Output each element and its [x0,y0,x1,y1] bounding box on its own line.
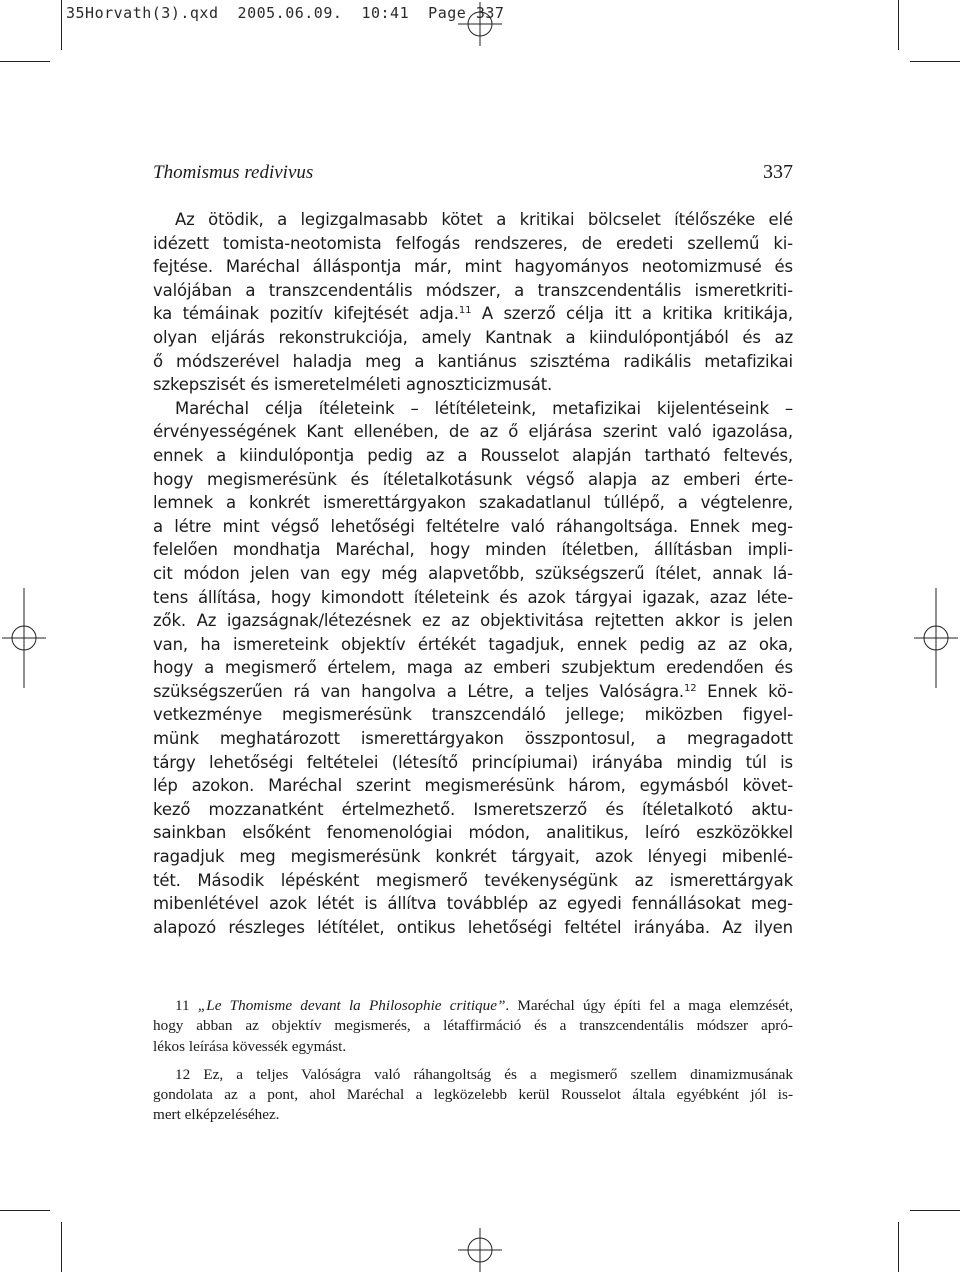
registration-mark-top [458,2,502,46]
footnote-ref-12[interactable]: 12 [684,682,697,694]
body-line: szkepszisét és ismeretelméleti agnoszticizmusát. [153,375,553,395]
crop-mark-bottom-left-horizontal [0,1210,50,1211]
crop-mark-bottom-left-vertical [61,1222,62,1272]
body-line: valójában a transzcendentális módszer, a transzcendentális ismeretkriti- [153,280,793,300]
body-text [153,208,793,939]
body-line-text: szükségszerűen rá van hangolva a Létre, a teljes Valóságra. [153,681,685,701]
body-line: ennek a kiindulópontja pedig az a Rousselot alapján tartható feltevés, [153,445,793,465]
body-line: felelően mondhatja Maréchal, hogy minden ítéletben, állításban impli- [153,540,793,560]
footnote-number: 12 [175,1065,191,1083]
body-line: mibenlétével azok létét is állítva továbblép az egyedi fennállásokat meg- [153,894,793,914]
file-slug: 35Horvath(3).qxd 2005.06.09. 10:41 Page 337 [66,4,505,22]
crop-mark-bottom-right-vertical [898,1222,899,1272]
crop-mark-top-right-vertical [898,0,899,50]
body-line [153,680,793,704]
body-line-text: Ennek kö- [696,681,793,701]
running-head [153,160,793,188]
footnote-cited-title: „Le Thomisme devant la Philosophie critique” [197,997,506,1014]
body-line: tens állítása, hogy kimondott ítéleteink és azok tárgyai igazak, azaz léte- [153,587,793,607]
body-line: van, ha ismereteink objektív értékét tagadjuk, ennek pedig az az oka, [153,634,793,654]
crop-mark-top-left-horizontal [0,61,50,62]
body-line: münk meghatározott ismerettárgyakon összpontosul, a megragadott [153,729,793,749]
body-line: Maréchal célja ítéleteink – létítéleteink, metafizikai kijelentéseink – [175,398,793,418]
body-line: zők. Az igazságnak/létezésnek ez az objektivitása rejtetten akkor is jelen [153,611,793,631]
footnote-line: gondolata az a pont, ahol Maréchal a legközelebb kerül Rousselot általa egyébként jól is- [153,1086,793,1104]
body-line-text: ka témáinak pozitív kifejtését adja. [153,304,459,324]
footnote-line-text: Ez, a teljes Valóságra való ráhangoltság és a megismerő szellem dinamizmusának [203,1065,793,1083]
body-line [153,302,793,326]
registration-mark-right [914,588,958,688]
body-line: hogy megismerésünk és ítéletalkotásunk végső alapja az emberi érte- [153,469,793,489]
footnote-ref-11[interactable]: 11 [458,305,472,317]
footnote-line [153,996,793,1016]
body-line: idézett tomista-neotomista felfogás rendszeres, de eredeti szellemű ki- [153,233,793,253]
footnote-number: 11 [175,997,190,1014]
body-line: lemnek a konkrét ismerettárgyakon szakadatlanul túllépő, a végtelenre, [153,493,793,513]
footnote-line: lékos leírása kövessék egymást. [153,1037,347,1055]
footnote-11 [153,996,793,1057]
body-line: érvényességének Kant ellenében, de az ő eljárása szerint való igazolása, [153,422,793,442]
body-line: olyan eljárás rekonstrukciója, amely Kantnak a kiindulópontjából és az [153,327,793,347]
registration-mark-bottom [458,1228,502,1272]
footnote-line [153,1065,793,1085]
crop-mark-bottom-right-horizontal [910,1210,960,1211]
body-line: ő módszerével haladja meg a kantiánus szisztéma radikális metafizikai [153,351,793,371]
footnote-12 [153,1065,793,1126]
body-line: a létre mint végső lehetőségi feltételre való ráhangoltsága. Ennek meg- [153,516,793,536]
body-line: lép azokon. Maréchal szerint megismerésünk három, egymásból követ- [153,776,793,796]
footnote-line-text: . Maréchal úgy építi fel a maga elemzését, [505,997,793,1014]
footnotes [153,996,793,1126]
body-line: Az ötödik, a legizgalmasabb kötet a kritikai bölcselet ítélőszéke elé [175,210,793,229]
crop-mark-top-right-horizontal [910,61,960,62]
body-line: tárgy lehetőségi feltételei (létesítő princípiumai) irányába mindig túl is [153,752,793,772]
running-head-title: Thomismus redivivus [153,162,314,183]
body-line: fejtése. Maréchal álláspontja már, mint hagyományos neotomizmusé és [153,257,793,277]
body-line: kező mozzanatként értelmezhető. Ismeretszerző és ítéletalkotó aktu- [153,799,793,819]
body-line-text: A szerző célja itt a kritika kritikája, [471,304,794,324]
crop-mark-top-left-vertical [61,0,62,50]
body-line: sainkban elsőként fenomenológiai módon, analitikus, leíró eszközökkel [153,823,793,843]
body-line: cit módon jelen van egy még alapvetőbb, szükségszerű ítélet, annak lá- [153,563,793,583]
footnote-line: mert elképzeléséhez. [153,1106,280,1124]
body-line: ragadjuk meg megismerésünk konkrét tárgyait, azok lényegi mibenlé- [153,847,793,867]
registration-mark-left [2,588,46,688]
footnote-line: hogy abban az objektív megismerés, a létaffirmáció és a transzcendentális módszer apró- [153,1017,793,1035]
page-number: 337 [763,161,793,183]
body-line: alapozó részleges létítélet, ontikus lehetőségi feltétel irányába. Az ilyen [153,917,793,937]
body-line: tét. Második lépésként megismerő tevékenységünk az ismerettárgyak [153,870,793,890]
body-line: hogy a megismerő értelem, maga az emberi szubjektum eredendően és [153,658,793,678]
body-line: vetkezménye megismerésünk transzcendáló jellege; miközben figyel- [153,705,793,725]
